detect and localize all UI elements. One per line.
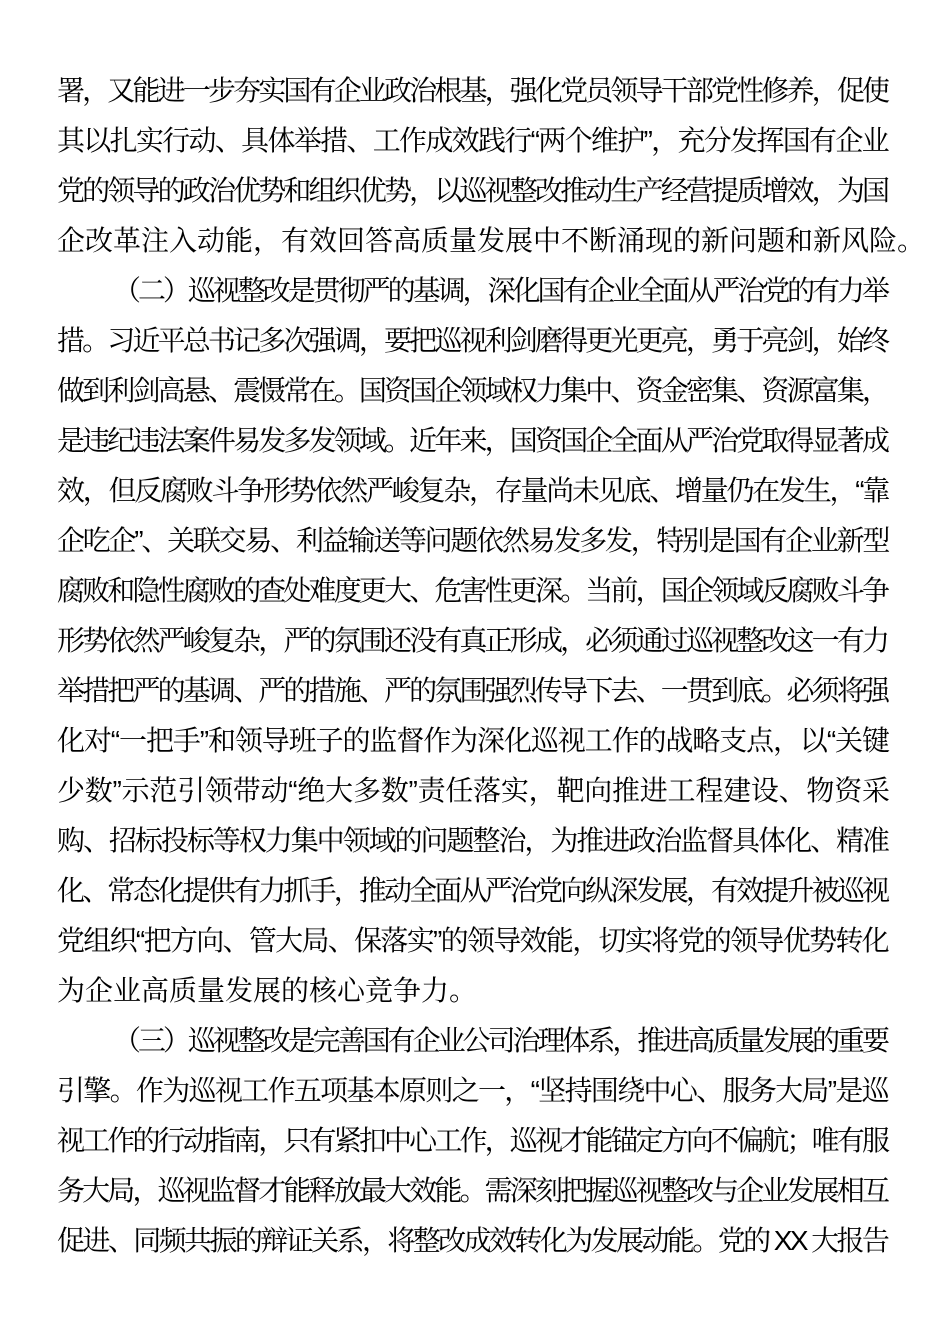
text-line: 形势依然严峻复杂，严的氛围还没有真正形成，必须通过巡视整改这一有力 xyxy=(57,625,888,656)
text-line: 效，但反腐败斗争形势依然严峻复杂，存量尚未见底、增量仍在发生，“靠 xyxy=(57,475,889,506)
text-line: 企吃企”、关联交易、利益输送等问题依然易发多发，特别是国有企业新型 xyxy=(57,525,889,556)
paragraph-1-continuation xyxy=(57,66,926,266)
text-line: 务大局，巡视监督才能释放最大效能。需深刻把握巡视整改与企业发展相互 xyxy=(57,1175,888,1206)
text-line: 企改革注入动能，有效回答高质量发展中不断涌现的新问题和新风险。 xyxy=(57,225,926,256)
text-line: 党组织“把方向、管大局、保落实”的领导效能，切实将党的领导优势转化 xyxy=(57,925,888,956)
text-line: 举措把严的基调、严的措施、严的氛围强烈传导下去、一贯到底。必须将强 xyxy=(57,675,888,706)
paragraph-2 xyxy=(57,266,890,1016)
text-line: 署，又能进一步夯实国有企业政治根基，强化党员领导干部党性修养，促使 xyxy=(57,75,888,106)
text-line: 视工作的行动指南，只有紧扣中心工作，巡视才能锚定方向不偏航；唯有服 xyxy=(57,1125,888,1156)
text-line: 化、常态化提供有力抓手，推动全面从严治党向纵深发展，有效提升被巡视 xyxy=(57,875,888,906)
text-line: 做到利剑高悬、震慑常在。国资国企领域权力集中、资金密集、资源富集， xyxy=(57,375,888,406)
text-line: （三）巡视整改是完善国有企业公司治理体系，推进高质量发展的重要 xyxy=(113,1025,887,1056)
text-line: 是违纪违法案件易发多发领域。近年来，国资国企全面从严治党取得显著成 xyxy=(57,425,888,456)
text-line: 购、招标投标等权力集中领域的问题整治，为推进政治监督具体化、精准 xyxy=(57,825,888,856)
text-line: 促进、同频共振的辩证关系，将整改成效转化为发展动能。党的 XX 大报告 xyxy=(57,1225,888,1256)
text-line: 腐败和隐性腐败的查处难度更大、危害性更深。当前，国企领域反腐败斗争 xyxy=(57,575,888,606)
text-line: 党的领导的政治优势和组织优势，以巡视整改推动生产经营提质增效，为国 xyxy=(57,175,888,206)
text-line: 措。习近平总书记多次强调，要把巡视利剑磨得更光更亮，勇于亮剑，始终 xyxy=(57,325,888,356)
paragraph-3 xyxy=(57,1016,890,1266)
text-line: 其以扎实行动、具体举措、工作成效践行“两个维护”，充分发挥国有企业 xyxy=(57,125,888,156)
text-line: 少数”示范引领带动“绝大多数”责任落实，靶向推进工程建设、物资采 xyxy=(57,775,890,806)
text-line: 引擎。作为巡视工作五项基本原则之一，“坚持围绕中心、服务大局”是巡 xyxy=(57,1075,888,1106)
text-line: 化对“一把手”和领导班子的监督作为深化巡视工作的战略支点，以“关键 xyxy=(57,725,889,756)
text-line: 为企业高质量发展的核心竞争力。 xyxy=(57,975,478,1006)
document-body xyxy=(57,66,926,1266)
text-line: （二）巡视整改是贯彻严的基调，深化国有企业全面从严治党的有力举 xyxy=(113,275,887,306)
